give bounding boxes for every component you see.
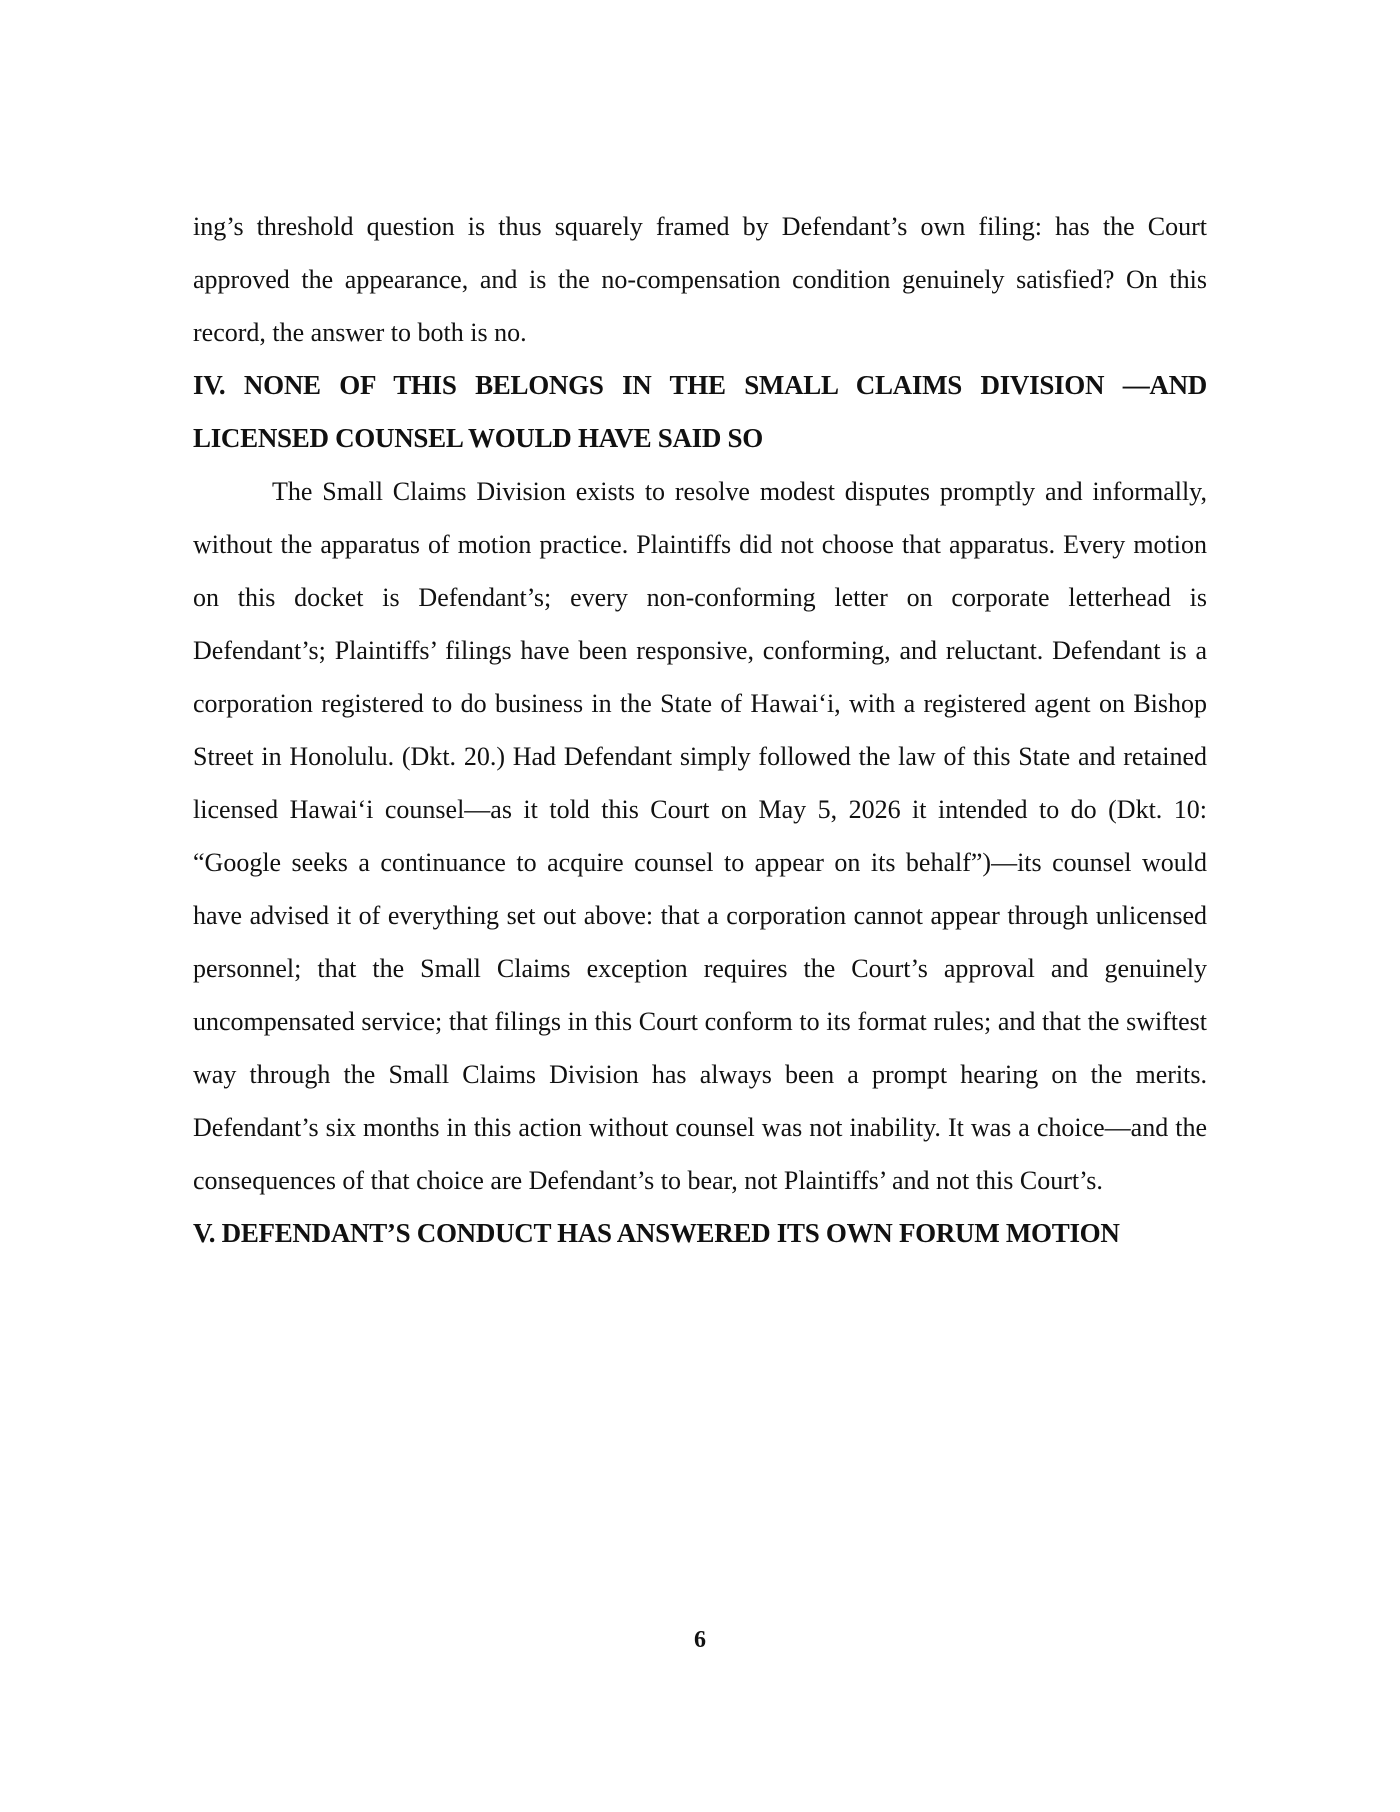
page-body <box>193 200 1207 1260</box>
continuation-paragraph: ing’s threshold question is thus squarely framed by Defendant’s own filing: has the Court approved the appearance, and is the no-compensation condition genuinely satisfied? On this record, the answer to both is no. <box>193 212 1207 347</box>
section-iv-heading: IV. NONE OF THIS BELONGS IN THE SMALL CLAIMS DIVISION —AND LICENSED COUNSEL WOULD HAVE SAID SO <box>193 370 1207 453</box>
section-v-heading: V. DEFENDANT’S CONDUCT HAS ANSWERED ITS OWN FORUM MOTION <box>193 1218 1120 1248</box>
section-iv-paragraph: The Small Claims Division exists to resolve modest disputes promptly and informally, without the apparatus of motion practice. Plaintiffs did not choose that apparatus. Every motion on this docket is Defendant’s; every non-conforming letter on corporate letterhead is Defendant’s; Plaintiffs’ filings have been responsive, conforming, and reluctant. Defendant is a corporation registered to do business in the State of Hawai‘i, with a registered agent on Bishop Street in Honolulu. (Dkt. 20.) Had Defendant simply followed the law of this State and retained licensed Hawai‘i counsel—as it told this Court on May 5, 2026 it intended to do (Dkt. 10: “Google seeks a continuance to acquire counsel to appear on its behalf”)—its counsel would have advised it of everything set out above: that a corporation cannot appear through unlicensed personnel; that the Small Claims exception requires the Court’s approval and genuinely uncompensated service; that filings in this Court conform to its format rules; and that the swiftest way through the Small Claims Division has always been a prompt hearing on the merits. Defendant’s six months in this action without counsel was not inability. It was a choice—and the consequences of that choice are Defendant’s to bear, not Plaintiffs’ and not this Court’s. <box>193 477 1207 1195</box>
page-number: 6 <box>694 1627 706 1653</box>
